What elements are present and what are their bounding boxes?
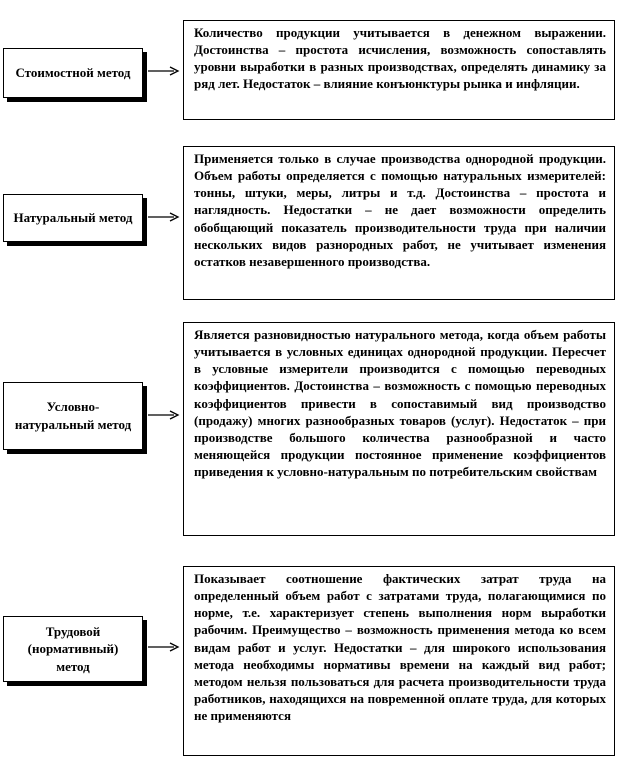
method-description-labor <box>183 566 615 756</box>
method-description: Количество продукции учитывается в денежном выражении. Достоинства – простота исчисления, возможность сопоставлять уровни выработки в разных производствах, определять динамику за ряд лет. Недостаток – влияние конъюнктуры рынка и инфляции. <box>194 25 606 92</box>
method-name: Трудовой (нормативный) метод <box>27 623 119 674</box>
method-description-cost <box>183 20 615 120</box>
method-name: Условно-натуральный метод <box>14 399 132 432</box>
arrow-right-icon <box>148 212 180 222</box>
method-box-conditional-natural <box>3 382 143 450</box>
method-description: Является разновидностью натурального метода, когда объем работы учитывается в условных единицах однородной продукции. Пересчет в условные измерители производится с помощью переводных коэффициентов. Достоинства – возможность с помощью переводных коэффициентов привести в сопоставимый вид производство (продажу) многих разнообразных товаров (услуг). Недостаток – при производстве большого количества разнообразной и часто меняющейся продукции постоянное применение коэффициентов приведения к условно-натуральным по потребительским свойствам <box>194 327 606 480</box>
method-description: Применяется только в случае производства однородной продукции. Объем работы определяется с помощью натуральных измерителей: тонны, штуки, меры, литры и т.д. Достоинства – простота и наглядность. Недостатки – не дает возможности определить обобщающий показатель производительности труда при наличии нескольких видов разнородных работ, не учитывает изменения остатков незавершенного производства. <box>194 151 606 269</box>
arrow-right-icon <box>148 66 180 76</box>
method-description: Показывает соотношение фактических затрат труда на определенный объем работ с затратами труда, полагающимися по норме, т.е. характеризует степень выполнения норм выработки рабочим. Преимущество – возможность применения метода ко всем видам работ и услуг. Недостатки – для широкого использования метода необходимы нормативы времени на каждый вид работ; методом нельзя пользоваться для расчета производительности труда работников, находящихся на повременной оплате труда, для которых не применяются <box>194 571 606 724</box>
method-box-labor <box>3 616 143 682</box>
method-box-natural <box>3 194 143 242</box>
arrow-right-icon <box>148 642 180 652</box>
method-name: Стоимостной метод <box>15 65 131 81</box>
method-description-conditional-natural <box>183 322 615 536</box>
method-name: Натуральный метод <box>13 210 133 226</box>
arrow-right-icon <box>148 410 180 420</box>
method-box-cost <box>3 48 143 98</box>
method-description-natural <box>183 146 615 300</box>
